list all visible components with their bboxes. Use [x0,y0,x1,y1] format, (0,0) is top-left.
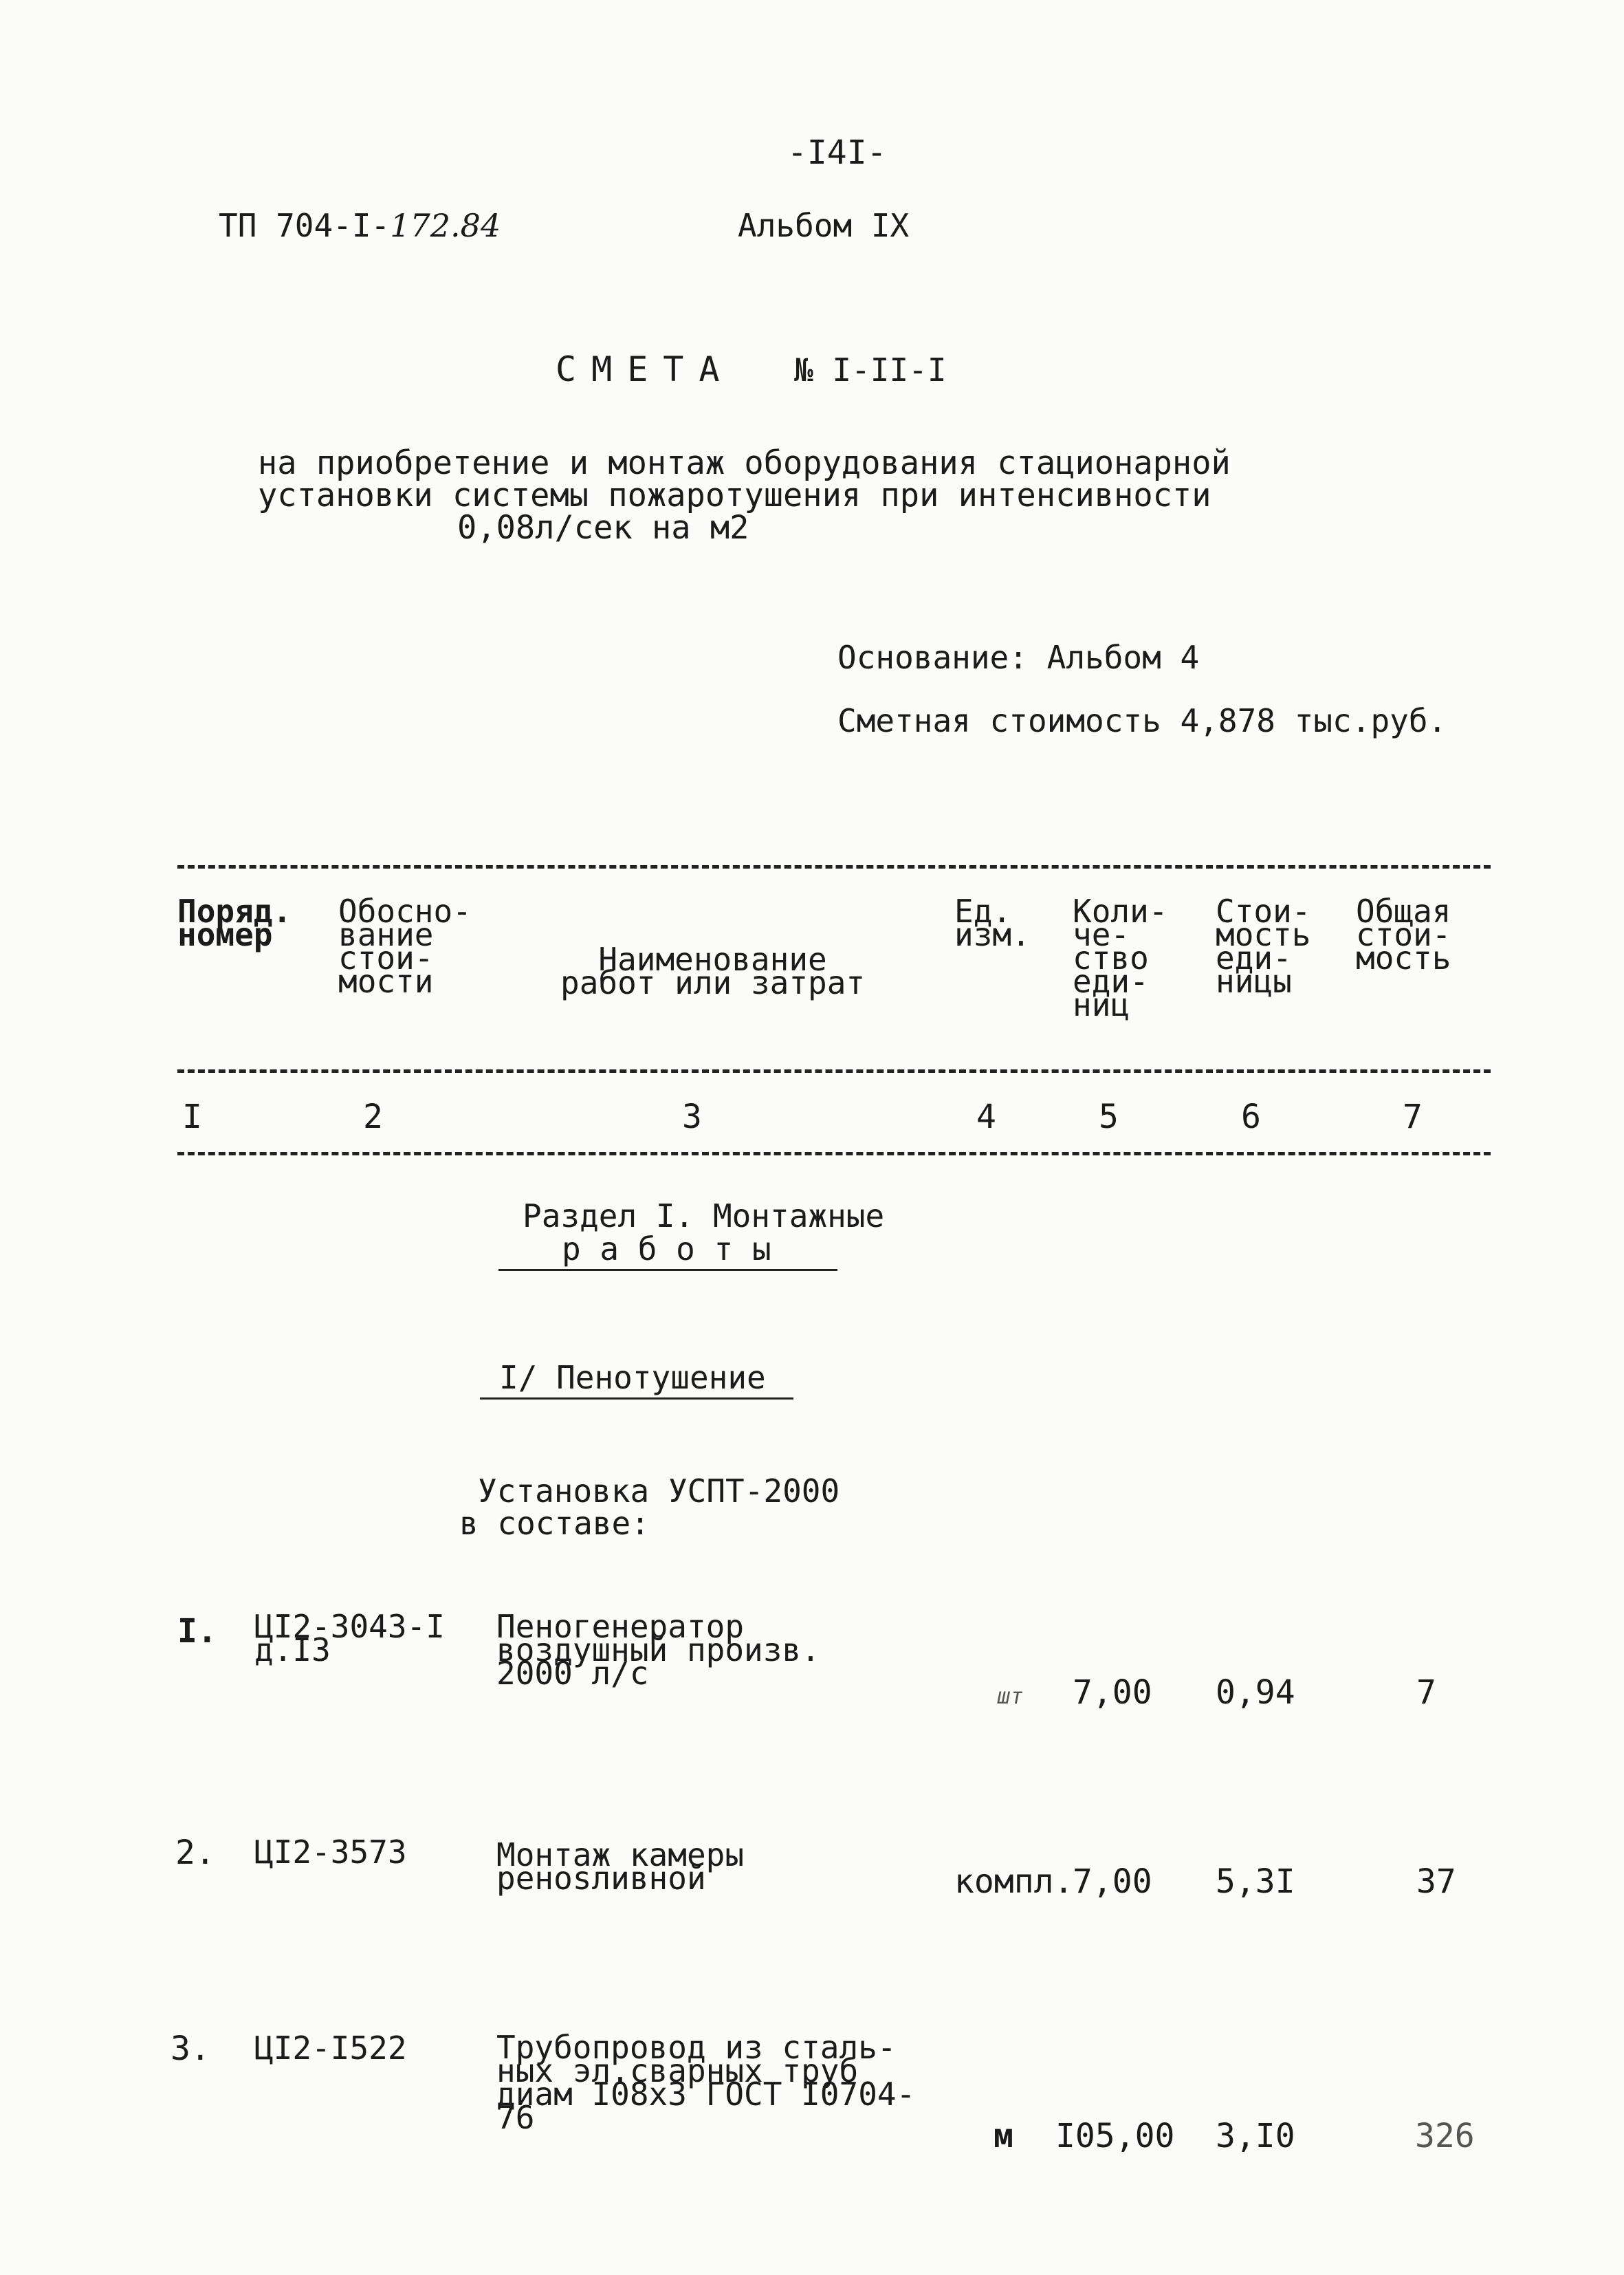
description-line-1: на приобретение и монтаж оборудования стационарной [258,444,1231,482]
section-title-line-1: Раздел I. Монтажные [523,1197,885,1234]
description-line-3: 0,08л/сек на м2 [457,509,749,547]
row-2-quantity: 7,00 [1073,1862,1152,1901]
installation-line-1: Установка УСПТ-2000 [478,1472,840,1510]
page-number: -I4I- [787,133,887,172]
col-number-4: 4 [976,1098,996,1136]
row-1-quantity: 7,00 [1073,1673,1152,1712]
basis-line: Основание: Альбом 4 [837,639,1200,676]
document-title: СМЕТА [556,349,735,389]
estimated-cost-line: Сметная стоимость 4,878 тыс.руб. [837,702,1447,739]
row-1-unit: шт [997,1683,1024,1709]
row-3-quantity: I05,00 [1055,2117,1175,2155]
description-line-2: установки системы пожаротушения при интенсивности [258,477,1211,514]
row-1-basis: ЦI2-3043-I д.I3 [254,1608,445,1668]
row-1-unit-cost: 0,94 [1216,1673,1295,1712]
row-2-total: 37 [1416,1862,1456,1901]
header-col-name: Наименование работ или затрат [560,941,866,1001]
doc-code-handwritten: 172.84 [390,207,501,244]
row-1-total: 7 [1416,1673,1436,1712]
col-number-6: 6 [1241,1098,1261,1136]
header-divider-rule [177,1069,1491,1073]
doc-code [219,207,501,244]
table-body-top-rule [177,1152,1491,1155]
header-col-order-number: Поряд. номер [177,893,292,953]
col-number-5: 5 [1099,1098,1119,1136]
row-2-number: 2. [175,1833,215,1872]
row-3-number: 3. [171,2029,210,2068]
row-3-total: 326 [1415,2117,1475,2155]
subsection-title: I/ Пенотушение [480,1362,793,1400]
col-number-2: 2 [363,1098,383,1136]
row-1-number: I. [177,1612,217,1651]
row-3-unit-cost: 3,I0 [1216,2117,1295,2155]
album-label: Альбом IX [738,207,910,244]
row-1-name: Пеногенератор воздушный произв. 2000 л/с [496,1608,820,1692]
row-2-unit-cost: 5,3I [1216,1862,1295,1901]
col-number-7: 7 [1403,1098,1423,1136]
header-col-quantity: Коли- че- ство еди- ниц [1073,893,1168,1023]
row-2-basis: ЦI2-3573 [254,1833,407,1871]
row-3-name: Трубопровод из сталь- ных эл.сварных труб диам I08x3 ГОСТ I0704- 76 [496,2029,916,2136]
doc-code-printed: ТП 704-I- [219,207,391,244]
table-top-rule [177,865,1491,869]
row-2-unit: компл. [954,1862,1074,1901]
estimate-number: № I-II-I [794,351,947,389]
installation-line-2: в составе: [459,1505,650,1542]
row-3-basis: ЦI2-I522 [254,2029,407,2067]
header-col-total-cost: Общая стои- мость [1356,893,1451,977]
header-col-unit: Ед. изм. [954,893,1031,953]
row-2-name: Монтаж камеры pенosливной [496,1836,745,1897]
row-3-unit: м [994,2117,1013,2155]
header-col-basis: Обосно- вание стои- мости [338,893,472,1000]
header-col-unit-cost: Стои- мость еди- ницы [1216,893,1311,1000]
col-number-3: 3 [682,1098,702,1136]
section-title-line-2: р а б о т ы [498,1233,837,1271]
col-number-1: I [182,1098,202,1136]
